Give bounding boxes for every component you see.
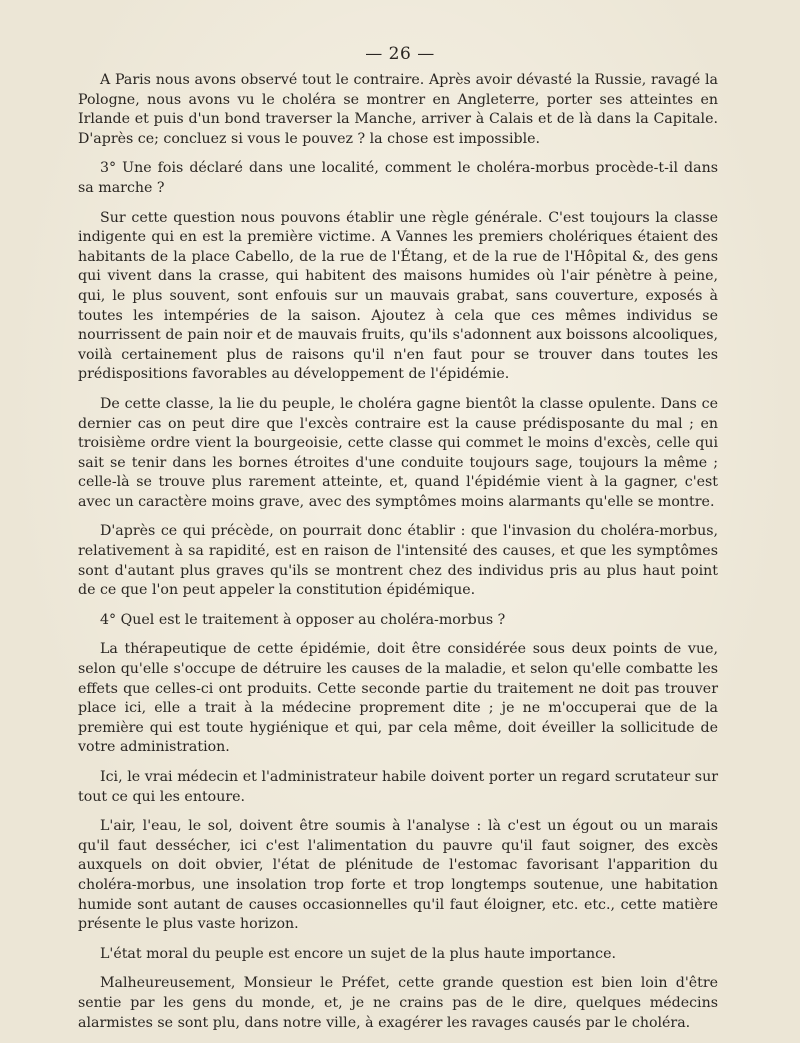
body-text <box>78 71 718 1043</box>
paragraph: L'état moral du peuple est encore un sujet de la plus haute importance. <box>100 945 616 962</box>
paragraph: Sur cette question nous pouvons établir une règle générale. C'est toujours la classe indigente qui en est la première victime. A Vannes les premiers cholériques étaient des habitants de la place Cabello, de la rue de l'Étang, et de la rue de l'Hôpital &, des gens qui vivent dans la crasse, qui habitent des maisons humides où l'air pénètre à peine, qui, le plus souvent, sont enfouis sur un mauvais grabat, sans couverture, exposés à toutes les intempéries de la saison. Ajoutez à cela que ces mêmes individus se nourrissent de pain noir et de mauvais fruits, qu'ils s'adonnent aux boissons alcooliques, voilà certainement plus de raisons qu'il n'en faut pour se trouver dans toutes les prédispositions favorables au développement de l'épidémie. <box>78 209 718 383</box>
paragraph: D'après ce qui précède, on pourrait donc établir : que l'invasion du choléra-morbus, relativement à sa rapidité, est en raison de l'intensité des causes, et que les symptômes sont d'autant plus graves qu'ils se montrent chez des individus pris au plus haut point de ce que l'on peut appeler la constitution épidémique. <box>78 523 718 599</box>
paragraph: De cette classe, la lie du peuple, le choléra gagne bientôt la classe opulente. Dans ce dernier cas on peut dire que l'excès contraire est la cause prédisposante du mal ; en troisième ordre vient la bourgeoisie, cette classe qui commet le moins d'excès, celle qui sait se tenir dans les bornes étroites d'une conduite toujours sage, toujours la même ; celle-là se trouve plus rarement atteinte, et, quand l'épidémie vient à la gagner, c'est avec un caractère moins grave, avec des symptômes moins alarmants qu'elle se montre. <box>78 395 718 510</box>
paragraph: Ici, le vrai médecin et l'administrateur habile doivent porter un regard scrutateur sur tout ce qui les entoure. <box>78 769 718 805</box>
paragraph: 3° Une fois déclaré dans une localité, comment le choléra-morbus procède-t-il dans sa marche ? <box>78 160 718 196</box>
paragraph: A Paris nous avons observé tout le contraire. Après avoir dévasté la Russie, ravagé la Pologne, nous avons vu le choléra se montrer en Angleterre, porter ses atteintes en Irlande et puis d'un bond traverser la Manche, arriver à Calais et de là dans la Capitale. D'après ce; concluez si vous le pouvez ? la chose est impossible. <box>78 72 718 147</box>
paragraph: L'air, l'eau, le sol, doivent être soumis à l'analyse : là c'est un égout ou un marais qu'il faut dessécher, ici c'est l'alimentation du pauvre qu'il faut soigner, des excès auxquels on doit obvier, l'état de plénitude de l'estomac favorisant l'apparition du choléra-morbus, une insolation trop forte et trop longtemps soutenue, une habitation humide sont autant de causes occasionnelles qu'il faut éloigner, etc. etc., cette matière présente le plus vaste horizon. <box>78 818 718 933</box>
paragraph: 4° Quel est le traitement à opposer au choléra-morbus ? <box>100 611 506 628</box>
paragraph: La thérapeutique de cette épidémie, doit être considérée sous deux points de vue, selon qu'elle s'occupe de détruire les causes de la maladie, et selon qu'elle combatte les effets que celles-ci ont produits. Cette seconde partie du traitement ne doit pas trouver place ici, elle a trait à la médecine proprement dite ; je ne m'occuperai que de la première qui est toute hygiénique et qui, par cela même, doit éveiller la sollicitude de votre administration. <box>78 641 718 756</box>
paragraph: Malheureusement, Monsieur le Préfet, cette grande question est bien loin d'être sentie par les gens du monde, et, je ne crains pas de le dire, quelques médecins alarmistes se sont plu, dans notre ville, à exagérer les ravages causés par le choléra. <box>78 975 718 1031</box>
page-number: — 26 — <box>365 44 435 64</box>
